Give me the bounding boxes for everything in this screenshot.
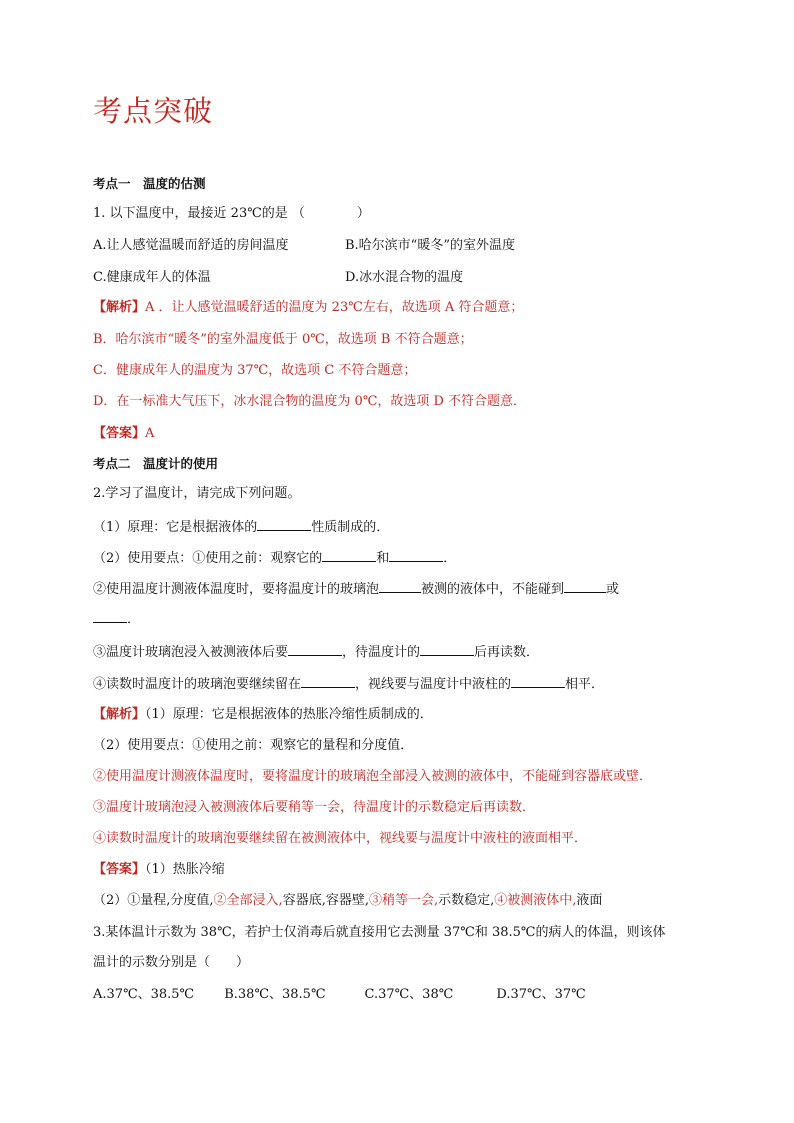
option-d: D.冰水混合物的温度: [345, 270, 464, 285]
answer-text: ④被测液体中,: [494, 893, 577, 908]
answer-value: A: [145, 426, 155, 441]
answer-text: （2）①量程,分度值,: [93, 893, 214, 908]
analysis-2-line-3: ②使用温度计测液体温度时，要将温度计的玻璃泡全部浸入被测的液体中，不能碰到容器底或壁．: [93, 769, 653, 784]
question-2: 2.学习了温度计，请完成下列问题。: [93, 486, 301, 501]
section-2-heading: 考点二 温度计的使用: [93, 456, 219, 471]
analysis-1-line-1: [93, 300, 523, 317]
option-c: C.健康成年人的体温: [93, 270, 211, 285]
analysis-1-line-2: B．哈尔滨市“暖冬”的室外温度低于 0℃，故选项 B 不符合题意；: [93, 332, 473, 347]
answer-label: 【答案】: [93, 862, 146, 877]
answer-text: ③稍等一会,: [368, 893, 439, 908]
text: 后再读数．: [474, 645, 540, 660]
answer-blank[interactable]: [301, 675, 355, 688]
text: ．: [127, 612, 141, 627]
options-row-2: [93, 270, 703, 287]
option-b: B.哈尔滨市“暖冬”的室外温度: [345, 238, 515, 253]
options-row-1: [93, 238, 703, 255]
analysis-text: A ．让人感觉温暖舒适的温度为 23℃左右，故选项 A 符合题意；: [145, 300, 524, 315]
answer-blank[interactable]: [93, 610, 127, 623]
answer-2-line-1: [93, 862, 225, 879]
question-2-part-3-cont: [93, 610, 140, 629]
analysis-1-line-3: C．健康成年人的温度为 37℃，故选项 C 不符合题意；: [93, 363, 417, 378]
text: 被测的液体中，不能碰到: [421, 582, 565, 597]
text: ，待温度计的: [342, 645, 421, 660]
answer-2-line-2: [93, 893, 602, 910]
text: ④读数时温度计的玻璃泡要继续留在: [93, 677, 302, 692]
answer-text: 容器底,容器壁,: [282, 893, 369, 908]
question-3-line-2: 温计的示数分别是（ ）: [93, 955, 250, 970]
question-3-options: A.37℃、38.5℃ B.38℃、38.5℃ C.37℃、38℃ D.37℃、37℃: [93, 987, 586, 1002]
question-2-part-2: [93, 549, 456, 568]
answer-blank[interactable]: [420, 643, 474, 656]
answer-blank[interactable]: [511, 675, 565, 688]
answer-blank[interactable]: [257, 518, 311, 531]
analysis-2-line-5: ④读数时温度计的玻璃泡要继续留在被测液体中，视线要与温度计中液柱的液面相平．: [93, 831, 588, 846]
answer-text: （1）热胀冷缩: [145, 862, 225, 877]
answer-blank[interactable]: [322, 549, 376, 562]
answer-text: ②全部浸入,: [213, 893, 283, 908]
question-2-part-5: [93, 675, 604, 694]
answer-1: [93, 426, 154, 443]
answer-blank[interactable]: [564, 580, 606, 593]
question-3-line-1: 3.某体温计示数为 38℃，若护士仅消毒后就直接用它去测量 37℃和 38.5℃的病人的体温，则该体: [93, 925, 666, 940]
text: （1）原理：它是根据液体的: [93, 520, 258, 535]
analysis-label: 【解析】: [93, 300, 146, 315]
answer-text: 液面: [576, 893, 603, 908]
answer-blank[interactable]: [288, 643, 342, 656]
answer-text: 示数稳定,: [438, 893, 495, 908]
analysis-2-line-2: （2）使用要点：①使用之前：观察它的量程和分度值．: [93, 738, 414, 753]
question-2-part-1: [93, 518, 389, 537]
text: 相平．: [565, 677, 605, 692]
analysis-2-line-1: [93, 707, 433, 724]
section-1-heading: 考点一 温度的估测: [93, 176, 206, 191]
analysis-label: 【解析】: [93, 707, 146, 722]
text: ，视线要与温度计中液柱的: [355, 677, 512, 692]
page-title: 考点突破: [93, 94, 214, 128]
analysis-2-line-4: ③温度计玻璃泡浸入被测液体后要稍等一会，待温度计的示数稳定后再读数．: [93, 800, 536, 815]
answer-blank[interactable]: [379, 580, 421, 593]
question-2-part-4: [93, 643, 539, 662]
analysis-1-line-4: D．在一标准大气压下，冰水混合物的温度为 0℃，故选项 D 不符合题意．: [93, 394, 527, 409]
text: ③温度计玻璃泡浸入被测液体后要: [93, 645, 289, 660]
text: 和: [376, 551, 390, 566]
analysis-text: （1）原理：它是根据液体的热胀冷缩性质制成的．: [145, 707, 433, 722]
text: 性质制成的．: [311, 520, 390, 535]
option-a: A.让人感觉温暖而舒适的房间温度: [93, 238, 289, 253]
text: （2）使用要点：①使用之前：观察它的: [93, 551, 323, 566]
text: 或: [606, 582, 620, 597]
text: ．: [443, 551, 457, 566]
answer-label: 【答案】: [93, 426, 146, 441]
answer-blank[interactable]: [389, 549, 443, 562]
question-2-part-3: [93, 580, 619, 599]
text: ②使用温度计测液体温度时，要将温度计的玻璃泡: [93, 582, 380, 597]
question-1: 1. 以下温度中，最接近 23℃的是 （ ）: [93, 206, 370, 221]
